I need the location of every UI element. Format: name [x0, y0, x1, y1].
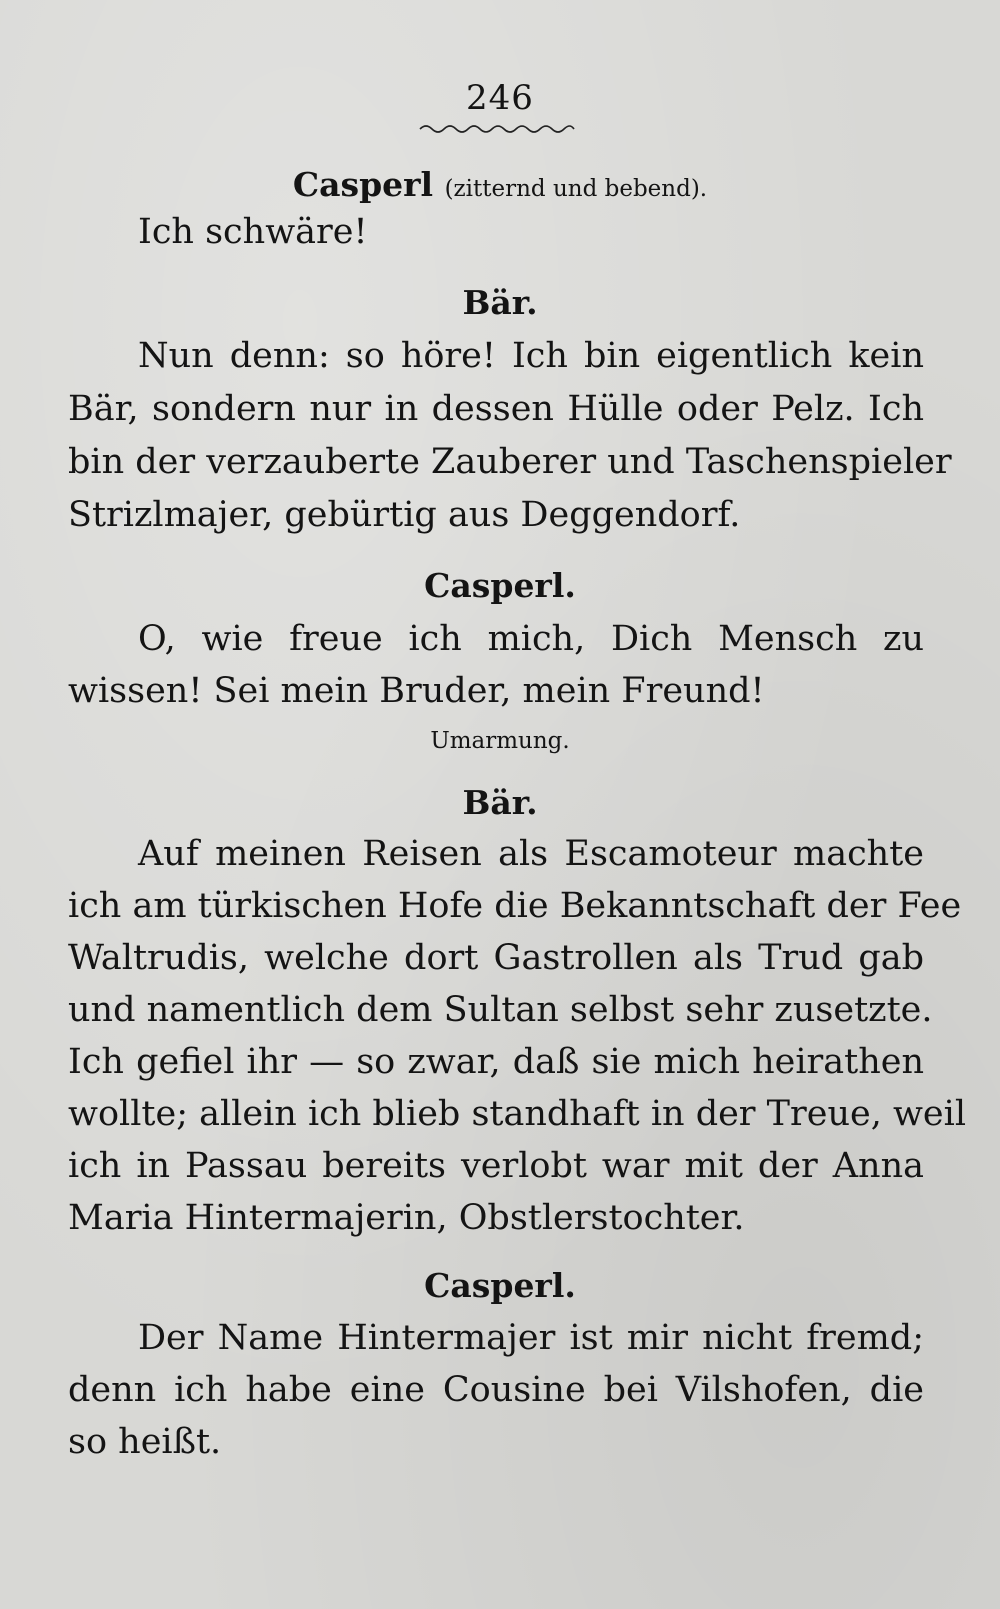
text-line: und namentlich dem Sultan selbst sehr zusetzte. — [68, 990, 933, 1030]
stage-direction: Umarmung. — [430, 728, 570, 754]
text-line: Bär, sondern nur in dessen Hülle oder Pelz. Ich — [68, 389, 924, 429]
text-line: so heißt. — [68, 1422, 222, 1462]
text-line: bin der verzauberte Zauberer und Taschenspieler — [68, 442, 952, 482]
speaker-heading: Casperl. — [424, 1266, 576, 1305]
text-line: Der Name Hintermajer ist mir nicht fremd; — [138, 1318, 924, 1358]
speaker-heading: Casperl. — [424, 566, 576, 605]
speaker-heading: Bär. — [462, 283, 538, 322]
text-line: Ich schwäre! — [138, 212, 368, 252]
text-line: Strizlmajer, gebürtig aus Deggendorf. — [68, 495, 741, 535]
speaker-name: Casperl — [292, 165, 434, 204]
text-line: wollte; allein ich blieb standhaft in der Treue, weil — [68, 1094, 967, 1134]
speaker-heading — [0, 165, 1000, 204]
text-line: ich am türkischen Hofe die Bekanntschaft der Fee — [68, 886, 962, 926]
speaker-heading: Bär. — [462, 783, 538, 822]
stage-direction: (zitternd und bebend). — [444, 176, 708, 202]
text-line: Auf meinen Reisen als Escamoteur machte — [138, 834, 924, 874]
wavy-rule-ornament — [418, 122, 576, 136]
text-line: wissen! Sei mein Bruder, mein Freund! — [68, 671, 765, 711]
page-number: 246 — [466, 78, 534, 118]
text-line: ich in Passau bereits verlobt war mit der Anna — [68, 1146, 924, 1186]
text-line: denn ich habe eine Cousine bei Vilshofen, die — [68, 1370, 924, 1410]
text-line: Maria Hintermajerin, Obstlerstochter. — [68, 1198, 745, 1238]
text-line: Ich gefiel ihr — so zwar, daß sie mich heirathen — [68, 1042, 924, 1082]
text-line: Waltrudis, welche dort Gastrollen als Trud gab — [68, 938, 924, 978]
text-line: Nun denn: so höre! Ich bin eigentlich kein — [138, 336, 924, 376]
text-line: O, wie freue ich mich, Dich Mensch zu — [138, 619, 924, 659]
